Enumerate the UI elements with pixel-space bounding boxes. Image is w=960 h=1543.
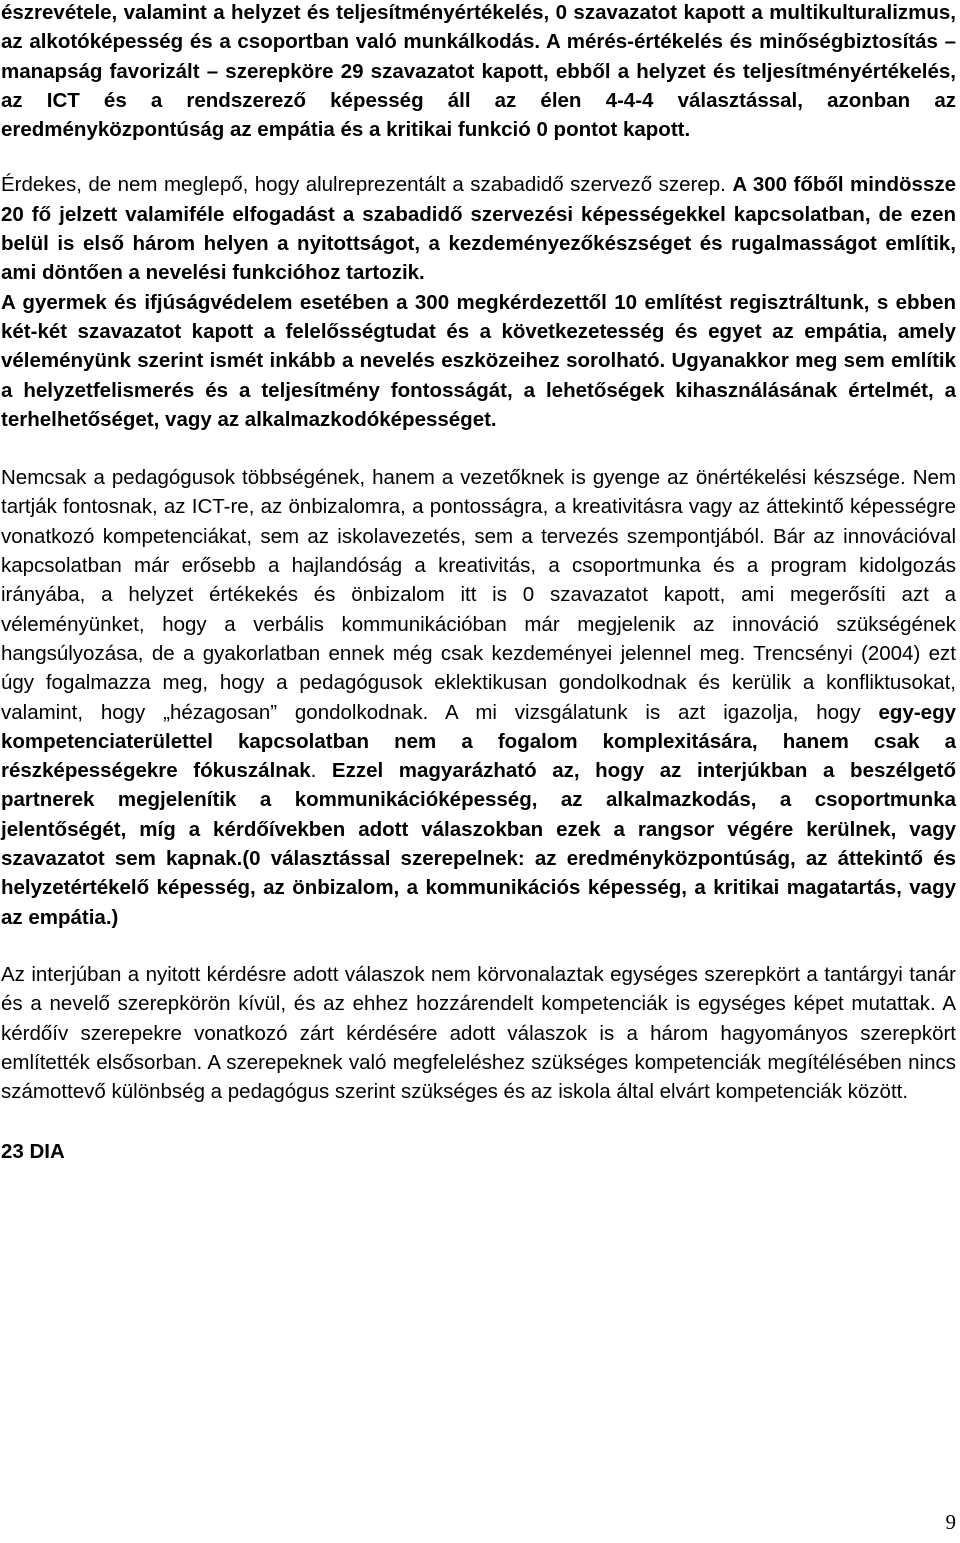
paragraph-text-normal: Érdekes, de nem meglepő, hogy alulreprezentált a szabadidő szervező szerep.: [1, 173, 733, 197]
slide-label: 23 DIA: [1, 1140, 65, 1164]
paragraph-text-normal: .: [310, 759, 332, 783]
paragraph-onertekeles: [1, 463, 956, 932]
paragraph-text-normal: Nemcsak a pedagógusok többségének, hanem a vezetőknek is gyenge az önértékelési készsége. Nem tartják fontosnak, az ICT-re, az önbizalomra, a pontosságra, a kreativitásra vagy az áttekintő képességre vonatkozó kompetenciákat, sem az iskolavezetés, sem a tervezés szempontjából. Bár az innovációval kapcsolatban már erősebb a hajlandóság a kreativitás, a csoportmunka és a program kidolgozás irányába, a helyzet értékekés és önbizalom itt is 0 szavazatot kapott, ami megerősíti azt a véleményünket, hogy a verbális kommunikációban már megjelenik az innováció szükségének hangsúlyozása, de a gyakorlatban ennek még csak kezdeményei jelennel meg. Trencsényi (2004) ezt úgy fogalmazza meg, hogy a pedagógusok eklektikusan gondolkodnak és kerülik a konfliktusokat, valamint, hogy „hézagosan” gondolkodnak. A mi vizsgálatunk is azt igazolja, hogy: [1, 466, 956, 724]
paragraph-text-bold: észrevétele, valamint a helyzet és teljesítményértékelés, 0 szavazatot kapott a multikulturalizmus, az alkotóképesség és a csoportban való munkálkodás. A mérés-értékelés és minőségbiztosítás – manapság favorizált – szerepköre 29 szavazatot kapott, ebből a helyzet és teljesítményértékelés, az ICT és a rendszerező képesség áll az élen 4-4-4 választással, azonban az eredményközpontúság az empátia és a kritikai funkció 0 pontot kapott.: [1, 1, 956, 142]
paragraph-interju: [1, 960, 956, 1106]
paragraph-text-bold: egy-egy kompetenciaterülettel kapcsolatban nem a fogalom komplexitására, hanem csak a részképességekre fókuszálnak: [1, 700, 956, 783]
paragraph-text-bold: A 300 főből mindössze 20 fő jelzett valamiféle elfogadást a szabadidő szervezési képességekkel kapcsolatban, de ezen belül is első három helyen a nyitottságot, a kezdeményezőkészséget és rugalmasságot említik, ami döntően a nevelési funkcióhoz tartozik.: [1, 173, 956, 285]
paragraph-szabadido-szervezo: [1, 170, 956, 287]
paragraph-text-bold: Ezzel magyarázható az, hogy az interjúkban a beszélgető partnerek megjelenítik a kommunikációképesség, az alkalmazkodás, a csoportmunka jelentőségét, míg a kérdőívekben adott válaszokban ezek a rangsor végére kerülnek, vagy szavazatot sem kapnak.(0 választással szerepelnek: az eredményközpontúság, az áttekintő és helyzetértékelő képesség, az önbizalom, a kommunikációs képesség, a kritikai magatartás, vagy az empátia.): [1, 759, 956, 929]
page-number: 9: [945, 1510, 956, 1534]
paragraph-text-normal: Az interjúban a nyitott kérdésre adott válaszok nem körvonalaztak egységes szerepkört a tantárgyi tanár és a nevelő szerepkörön kívül, és az ehhez hozzárendelt kompetenciák is egységes képet mutattak. A kérdőív szerepekre vonatkozó zárt kérdésére adott válaszok is a három hagyományos szerepkört említették elsősorban. A szerepeknek való megfeleléshez szükséges kompetenciák megítélésében nincs számottevő különbség a pedagógus szerint szükséges és az iskola által elvárt kompetenciák között.: [1, 962, 956, 1104]
paragraph-text-bold: A gyermek és ifjúságvédelem esetében a 300 megkérdezettől 10 említést regisztráltunk, s ebben két-két szavazatot kapott a felelősségtudat és a következetesség és egyet az empátia, amely véleményünk szerint ismét inkább a nevelés eszközeihez sorolható. Ugyanakkor meg sem említik a helyzetfelismerés és a teljesítmény fontosságát, a lehetőségek kihasználásának értelmét, a terhelhetőséget, vagy az alkalmazkodóképességet.: [1, 290, 956, 431]
document-page: [1, 0, 956, 1167]
paragraph-teljesitmenyertekeles: [1, 0, 956, 144]
paragraph-gyermekvedelem: [1, 288, 956, 434]
